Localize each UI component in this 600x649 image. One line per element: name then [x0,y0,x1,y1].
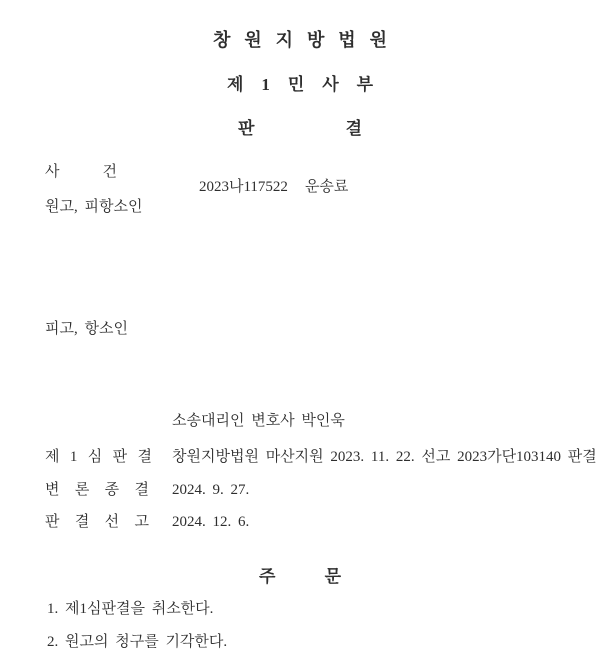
representative-line: 소송대리인 변호사 박인욱 [172,413,345,429]
sentencing-date: 2024. 12. 6. [172,514,250,530]
division-heading: 제 1 민 사 부 [227,75,373,94]
sentencing-label: 판 결 선 고 [45,514,149,530]
hearing-closed-date: 2024. 9. 27. [172,482,250,498]
first-trial-value: 창원지방법원 마산지원 2023. 11. 22. 선고 2023가단103140 판결 [172,449,597,465]
plaintiff-line: 원고, 피항소인 [45,199,143,215]
case-label: 사 건 [45,164,117,180]
hearing-closed-label: 변 론 종 결 [45,482,149,498]
order-heading: 주 문 [259,567,341,586]
case-value-line [172,165,348,210]
doc-type-heading: 판 결 [238,119,362,138]
case-type: 운송료 [304,179,349,195]
case-number: 2023나117522 [199,179,288,195]
defendant-line: 피고, 항소인 [45,321,128,337]
order-item: 1. 제1심판결을 취소한다. [47,601,214,617]
court-name-heading: 창 원 지 방 법 원 [213,30,387,50]
order-item: 2. 원고의 청구를 기각한다. [47,634,228,649]
first-trial-label: 제 1 심 판 결 [45,449,152,465]
